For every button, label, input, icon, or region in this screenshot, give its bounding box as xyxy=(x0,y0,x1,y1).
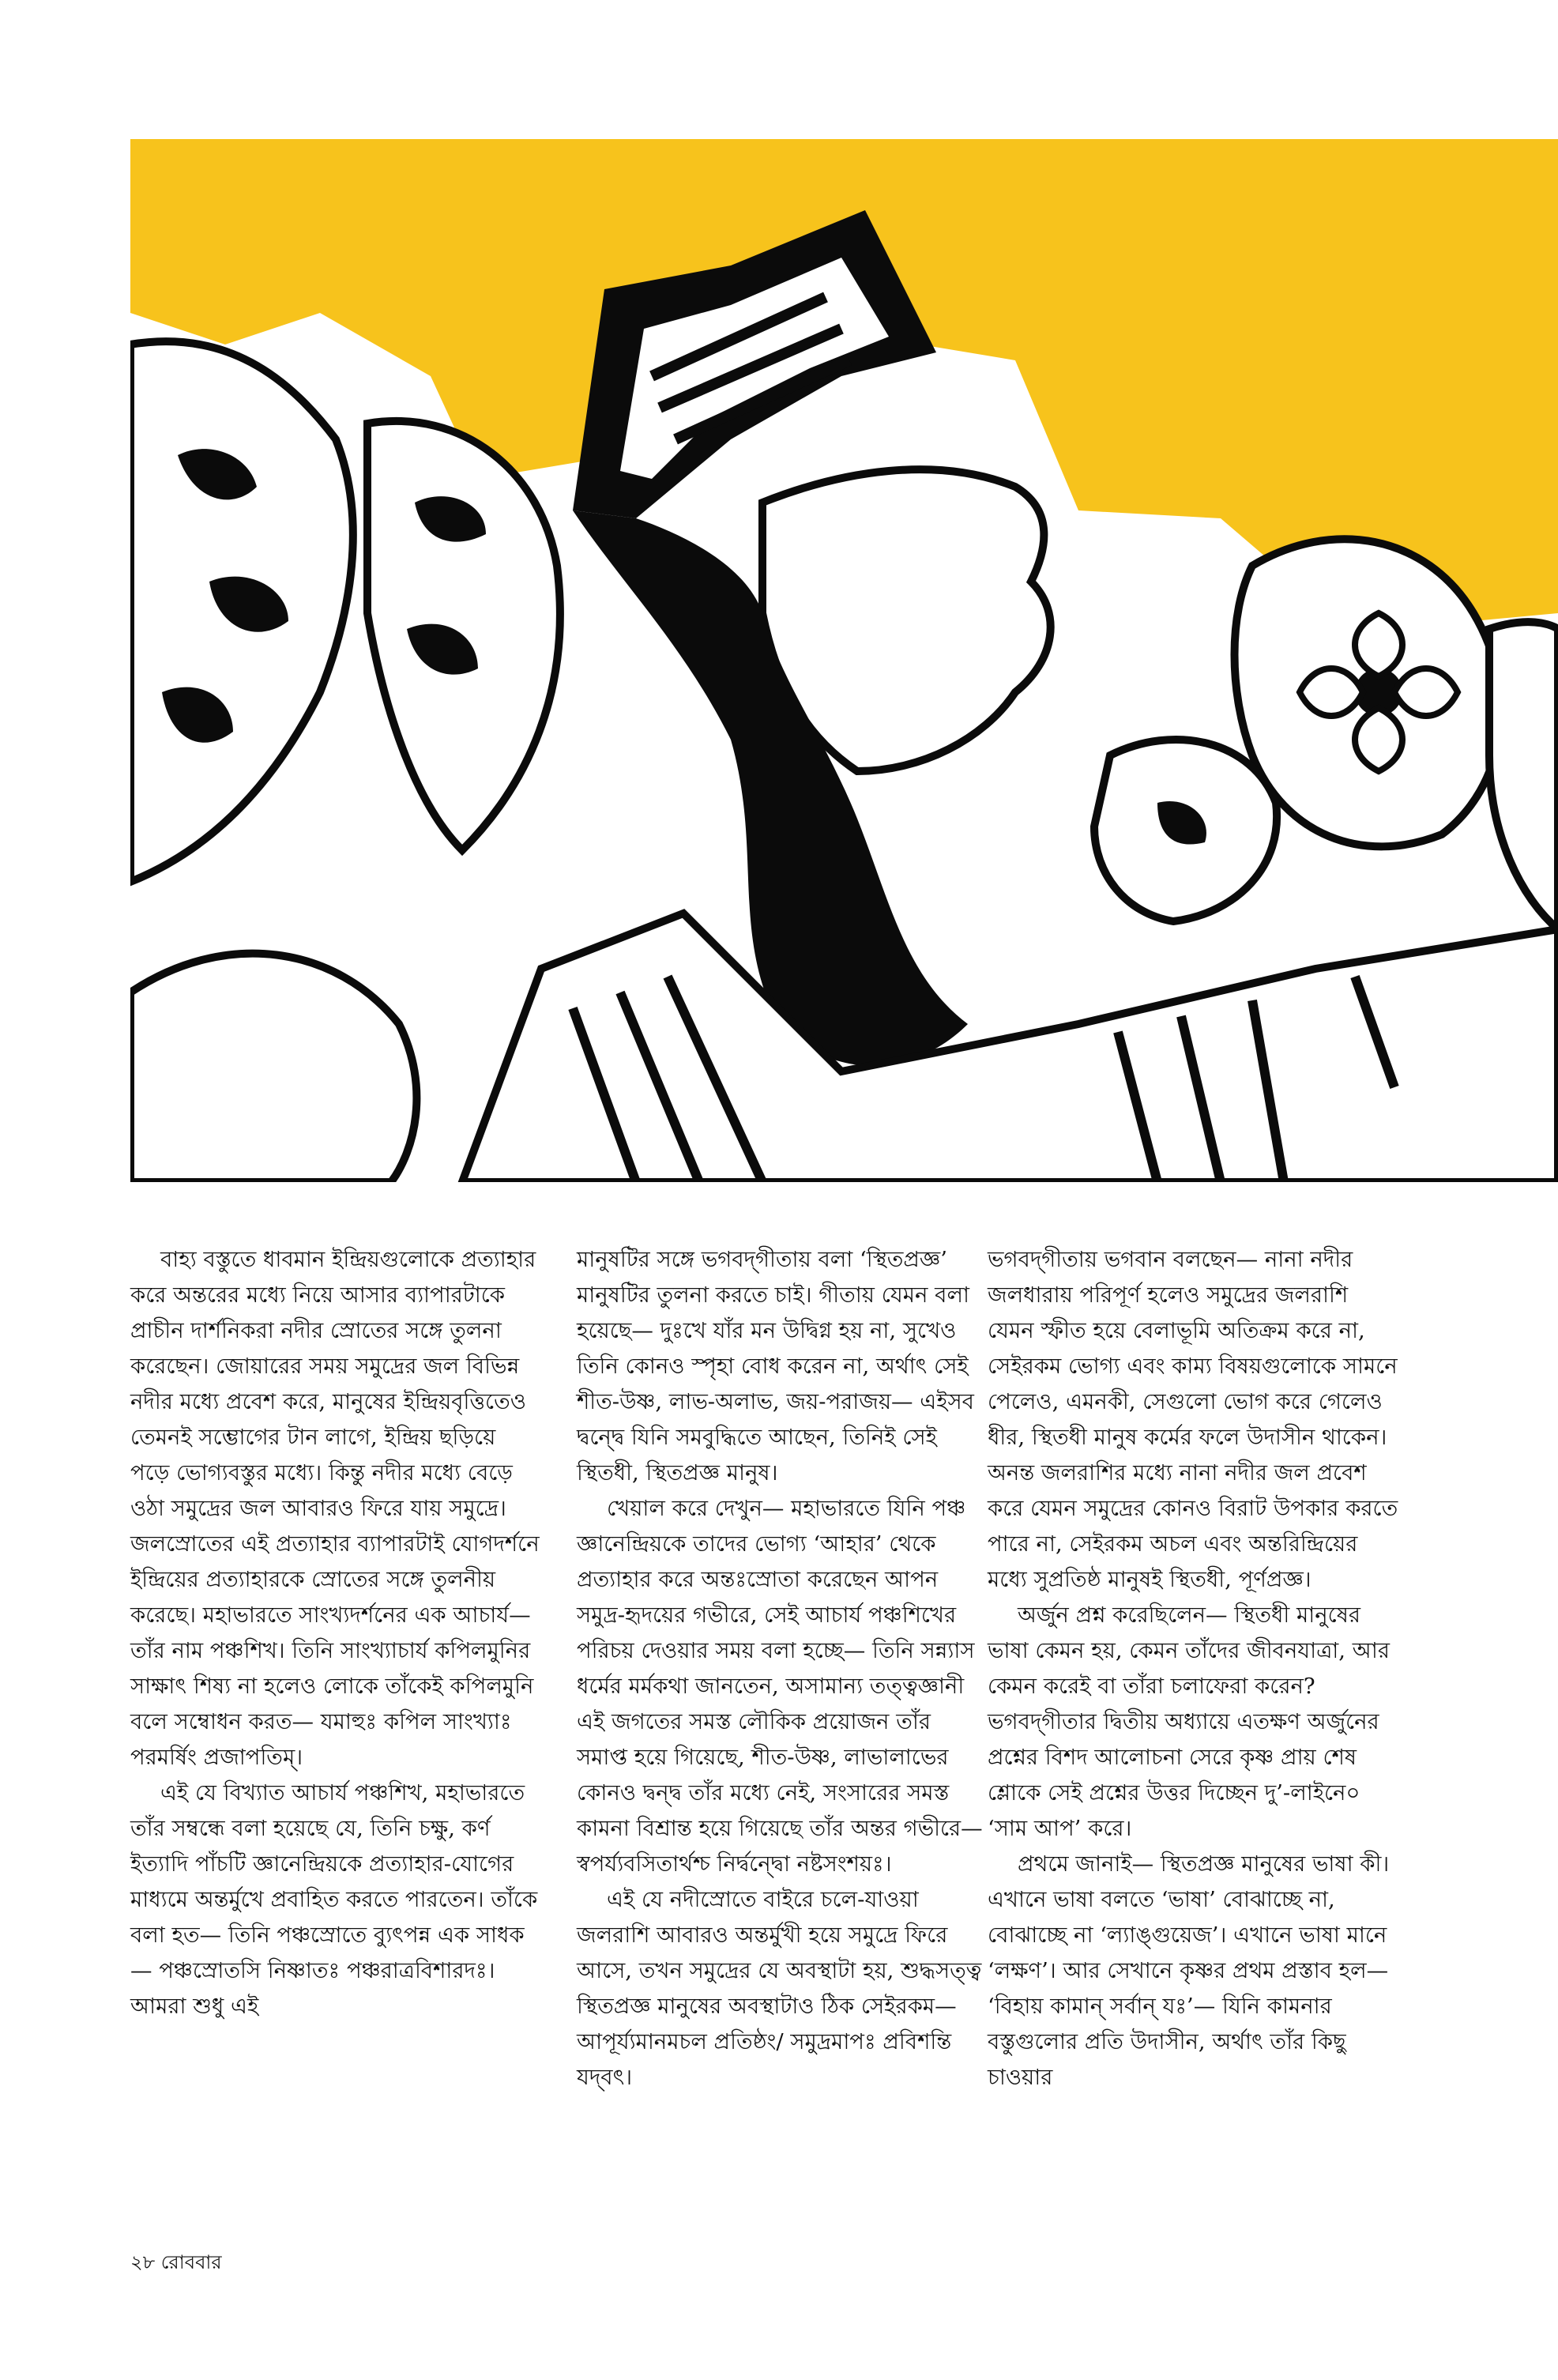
page-footer xyxy=(130,2250,222,2274)
paragraph: অর্জুন প্রশ্ন করেছিলেন— স্থিতধী মানুষের ভাষা কেমন হয়, কেমন তাঁদের জীবনযাত্রা, আর কেমন করেই বা তাঁরা চলাফেরা করেন? ভগবদ্‌গীতার দ্বিতীয় অধ্যায়ে এতক্ষণ অর্জুনের প্রশ্নের বিশদ আলোচনা সেরে কৃষ্ণ প্রায় শেষ শ্লোকে সেই প্রশ্নের উত্তর দিচ্ছেন দু’-লাইনে০ ‘সাম আপ’ করে। xyxy=(988,1602,1390,1841)
page-folio: ২৮ রোববার xyxy=(130,2251,222,2273)
article-column-1 xyxy=(130,1242,541,2024)
article-column-2 xyxy=(577,1242,988,2096)
paragraph: এই যে বিখ্যাত আচার্য পঞ্চশিখ, মহাভারতে তাঁর সম্বন্ধে বলা হয়েছে যে, তিনি চক্ষু, কর্ণ ইত্যাদি পাঁচটি জ্ঞানেন্দ্রিয়কে প্রত্যাহার-যোগের মাধ্যমে অন্তর্মুখে প্রবাহিত করতে পারতেন। তাঁকে বলা হত— তিনি পঞ্চস্রোতে ব্যুৎপন্ন এক সাধক— পঞ্চস্রোতসি নিষ্ণাতঃ পঞ্চরাত্রবিশারদঃ। আমরা শুধু এই xyxy=(130,1780,538,2019)
article-column-3 xyxy=(988,1242,1398,2096)
paragraph: ভগবদ্‌গীতায় ভগবান বলছেন— নানা নদীর জলধারায় পরিপূর্ণ হলেও সমুদ্রের জলরাশি যেমন স্ফীত হয়ে বেলাভূমি অতিক্রম করে না, সেইরকম ভোগ্য এবং কাম্য বিষয়গুলোকে সামনে পেলেও, এমনকী, সেগুলো ভোগ করে গেলেও ধীর, স্থিতধী মানুষ কর্মের ফলে উদাসীন থাকেন। অনন্ত জলরাশির মধ্যে নানা নদীর জল প্রবেশ করে যেমন সমুদ্রের কোনও বিরাট উপকার করতে পারে না, সেইরকম অচল এবং অন্তরিন্দ্রিয়ের মধ্যে সুপ্রতিষ্ঠ মানুষই স্থিতধী, পূর্ণপ্রজ্ঞ। xyxy=(988,1247,1398,1592)
paragraph: খেয়াল করে দেখুন— মহাভারতে যিনি পঞ্চ জ্ঞানেন্দ্রিয়কে তাদের ভোগ্য ‘আহার’ থেকে প্রত্যাহার করে অন্তঃস্রোতা করেছেন আপন সমুদ্র-হৃদয়ের গভীরে, সেই আচার্য পঞ্চশিখের পরিচয় দেওয়ার সময় বলা হচ্ছে— তিনি সন্ন্যাস ধর্মের মর্মকথা জানতেন, অসামান্য তত্ত্বজ্ঞানী এই জগতের সমস্ত লৌকিক প্রয়োজন তাঁর সমাপ্ত হয়ে গিয়েছে, শীত-উষ্ণ, লাভালাভের কোনও দ্বন্দ্ব তাঁর মধ্যে নেই, সংসারের সমস্ত কামনা বিশ্রান্ত হয়ে গিয়েছে তাঁর অন্তর গভীরে— স্বপর্য্যবসিতার্থশ্চ নির্দ্বন্দ্বো নষ্টসংশয়ঃ। xyxy=(577,1496,983,1877)
paragraph: প্রথমে জানাই— স্থিতপ্রজ্ঞ মানুষের ভাষা কী। এখানে ভাষা বলতে ‘ভাষা’ বোঝাচ্ছে না, বোঝাচ্ছে না ‘ল্যাঙ্গুয়েজ’। এখানে ভাষা মানে ‘লক্ষণ’। আর সেখানে কৃষ্ণর প্রথম প্রস্তাব হল— ‘বিহায় কামান্ সর্বান্ যঃ’— যিনি কামনার বস্তুগুলোর প্রতি উদাসীন, অর্থাৎ তাঁর কিছু চাওয়ার xyxy=(988,1851,1390,2090)
paragraph: মানুষটির সঙ্গে ভগবদ্‌গীতায় বলা ‘স্থিতপ্রজ্ঞ’ মানুষটির তুলনা করতে চাই। গীতায় যেমন বলা হয়েছে— দুঃখে যাঁর মন উদ্বিগ্ন হয় না, সুখেও তিনি কোনও স্পৃহা বোধ করেন না, অর্থাৎ সেই শীত-উষ্ণ, লাভ-অলাভ, জয়-পরাজয়— এইসব দ্বন্দ্বে যিনি সমবুদ্ধিতে আছেন, তিনিই সেই স্থিতধী, স্থিতপ্রজ্ঞ মানুষ। xyxy=(577,1247,974,1486)
illustration-svg xyxy=(130,139,1558,1182)
krishna-illustration xyxy=(130,139,1558,1182)
paragraph: এই যে নদীস্রোতে বাইরে চলে-যাওয়া জলরাশি আবারও অন্তর্মুখী হয়ে সমুদ্রে ফিরে আসে, তখন সমুদ্রের যে অবস্থাটা হয়, শুদ্ধসত্ত্ব স্থিতপ্রজ্ঞ মানুষের অবস্থাটাও ঠিক সেইরকম— আপূর্য্যমানমচল প্রতিষ্ঠং/ সমুদ্রমাপঃ প্রবিশন্তি যদ্‌বৎ। xyxy=(577,1887,982,2090)
paragraph: বাহ্য বস্তুতে ধাবমান ইন্দ্রিয়গুলোকে প্রত্যাহার করে অন্তরের মধ্যে নিয়ে আসার ব্যাপারটাকে প্রাচীন দার্শনিকরা নদীর স্রোতের সঙ্গে তুলনা করেছেন। জোয়ারের সময় সমুদ্রের জল বিভিন্ন নদীর মধ্যে প্রবেশ করে, মানুষের ইন্দ্রিয়বৃত্তিতেও তেমনই সম্ভোগের টান লাগে, ইন্দ্রিয় ছড়িয়ে পড়ে ভোগ্যবস্তুর মধ্যে। কিন্তু নদীর মধ্যে বেড়ে ওঠা সমুদ্রের জল আবারও ফিরে যায় সমুদ্রে। জলস্রোতের এই প্রত্যাহার ব্যাপারটাই যোগদর্শনে ইন্দ্রিয়ের প্রত্যাহারকে স্রোতের সঙ্গে তুলনীয় করেছে। মহাভারতে সাংখ্যদর্শনের এক আচার্য— তাঁর নাম পঞ্চশিখ। তিনি সাংখ্যাচার্য কপিলমুনির সাক্ষাৎ শিষ্য না হলেও লোকে তাঁকেই কপিলমুনি বলে সম্বোধন করত— যমাহুঃ কপিল সাংখ্যাঃ পরমর্ষিং প্রজাপতিম্। xyxy=(130,1247,540,1770)
